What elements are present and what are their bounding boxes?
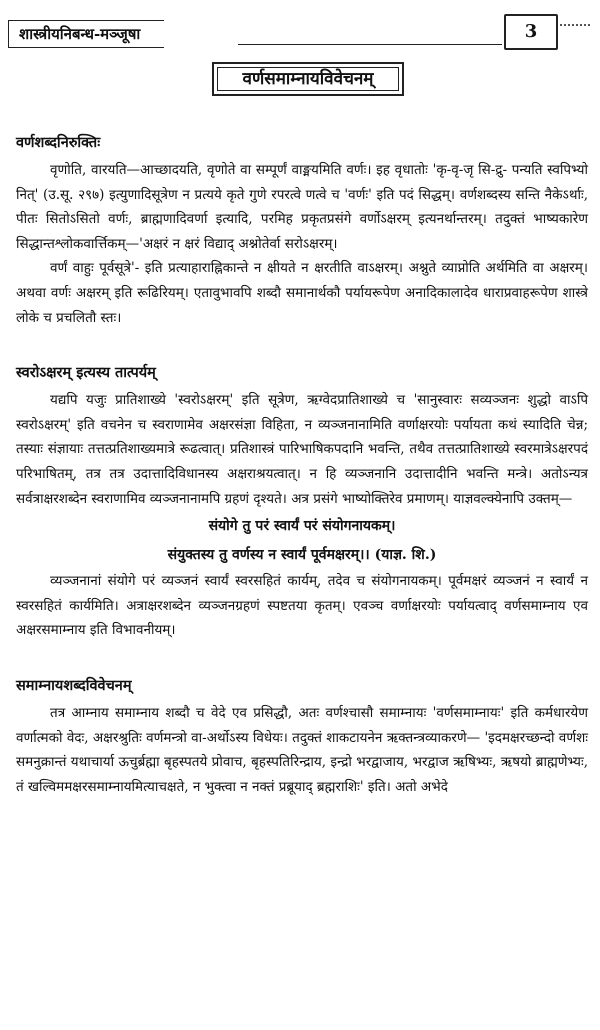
- section-heading-3: समाम्नायशब्दविवेचनम्: [16, 676, 132, 694]
- section-heading-2: स्वरोऽक्षरम् इत्यस्य तात्पर्यम्: [16, 364, 156, 382]
- header-ornament: [560, 24, 590, 38]
- chapter-title: वर्णसमाम्नायविवेचनम्: [212, 62, 404, 96]
- paragraph: व्यञ्जनानां संयोगे परं व्यञ्जनं स्वार्यं स्वरसहितं कार्यम्, तदेव च संयोगनायकम्। पूर्वमक्षरं व्यञ्जनं न स्वार्यं न स्वरसहितं कार्यमिति। अत्राक्षरशब्देन व्यञ्जनग्रहणं स्पष्टतया कृतम्। एवञ्च वर्णाक्षरयोः पर्यायत्वाद् वर्णसमाम्नाय एव अक्षरसमाम्नाय इति विभावनीयम्।: [16, 573, 588, 639]
- running-book-title: शास्त्रीयनिबन्ध-मञ्जूषा: [8, 20, 164, 48]
- spacer: [16, 330, 588, 360]
- verse-line: संयोगे तु परं स्वार्यं परं संयोगनायकम्।: [208, 518, 396, 535]
- paragraph: तत्र आम्नाय समाम्नाय शब्दौ च वेदे एव प्रसिद्धौ, अतः वर्णश्चासौ समाम्नायः 'वर्णसमाम्नायः' इति कर्मधारयेण वर्णात्मको वेदः, अक्षरश्रुतिः वर्णमन्त्रो वा-अर्थोऽस्य विधेयः। तदुक्तं शाकटायनेन ऋक्तन्त्रव्याकरणे— 'इदमक्षरच्छन्दो वर्णशः समनुक्रान्तं यथाचार्या ऊचुर्ब्रह्मा बृहस्पतये प्रोवाच, बृहस्पतिरिन्द्राय, इन्द्रो भरद्वाजाय, भरद्वाज ऋषिभ्यः, ऋषयो ब्राह्मणेभ्यः, तं खल्विममक्षरसमाम्नायमित्याचक्षते, न भुक्त्वा न नक्तं प्रब्रूयाद् ब्रह्मराशिः' इति। अतो अभेदे: [16, 704, 588, 795]
- verse-line: संयुक्तस्य तु वर्णस्य न स्वार्यं पूर्वमक्षरम्।। (याज्ञ. शि.): [167, 547, 437, 564]
- page-body: [16, 130, 588, 799]
- header-rule: [238, 44, 502, 45]
- paragraph: वर्णं वाहुः पूर्वसूत्रे'- इति प्रत्याहाराह्निकान्ते न क्षीयते न क्षरतीति वाऽक्षरम्। अश्नुते व्याप्नोति अर्थमिति वा अक्षरम्। अथवा वर्णः अक्षरम् इति रूढिरियम्। एतावुभावपि शब्दौ समानार्थकौ पर्यायरूपेण अनादिकालादेव धाराप्रवाहरूपेण शास्त्रे लोके च प्रचलितौ स्तः।: [16, 260, 588, 326]
- section-heading-1: वर्णशब्दनिरुक्तिः: [16, 134, 101, 151]
- paragraph: यद्यपि यजुः प्रातिशाख्ये 'स्वरोऽक्षरम्' इति सूत्रेण, ऋग्वेदप्रातिशाख्ये च 'सानुस्वारः सव्यञ्जनः शुद्धो वाऽपि स्वरोऽक्षरम्' इति वचनेन च स्वराणामेव अक्षरसंज्ञा विहिता, न व्यञ्जनानामिति वर्णाक्षरयोः पर्यायता कथं स्यादिति चेन्न; तस्याः संज्ञायाः तत्तत्प्रतिशाख्यमात्रे रूढत्वात्। प्रतिशास्त्रं पारिभाषिकपदानि भवन्ति, तथैव तत्तत्प्रातिशाख्ये स्वरमात्रेऽक्षरपदं परिभाषितम्, तत्र तत्र उदात्तादिविधानस्य अक्षराश्रयत्वात्। न हि व्यञ्जनानि उदात्तादीनि भवन्ति मन्त्रे। अतोऽन्यत्र सर्वत्राक्षरशब्देन स्वराणामिव व्यञ्जनानामपि ग्रहणं दृश्यते। अत्र प्रसंगे भाष्योक्तिरेव प्रमाणम्। याज्ञवल्क्येनापि उक्तम्—: [16, 392, 588, 507]
- paragraph: वृणोति, वारयति—आच्छादयति, वृणोते वा सम्पूर्णं वाङ्मयमिति वर्णः। इह वृधातोः 'कृ-वृ-जृ सि-द्रु- पन्यति स्वपिभ्यो नित्' (उ.सू. २९७) इत्युणादिसूत्रेण न प्रत्यये कृते गुणे रपरत्वे णत्वे च 'वर्णः' इति पदं सिद्धम्। वर्णशब्दस्य सन्ति नैकेऽर्थाः, पीतः सितोऽसितो वर्णः, ब्राह्मणादिवर्णा इत्यादि, परमिह प्रकृतप्रसंगे वर्णोऽक्षरम् इत्यनर्थान्तरम्। तदुक्तं भाष्यकारेण सिद्धान्तश्लोकवार्त्तिकम्—'अक्षरं न क्षरं विद्याद् अश्नोतेर्वा सरोऽक्षरम्।: [16, 162, 588, 252]
- spacer: [16, 643, 588, 673]
- running-header: [8, 14, 592, 50]
- page-number: 3: [504, 14, 558, 50]
